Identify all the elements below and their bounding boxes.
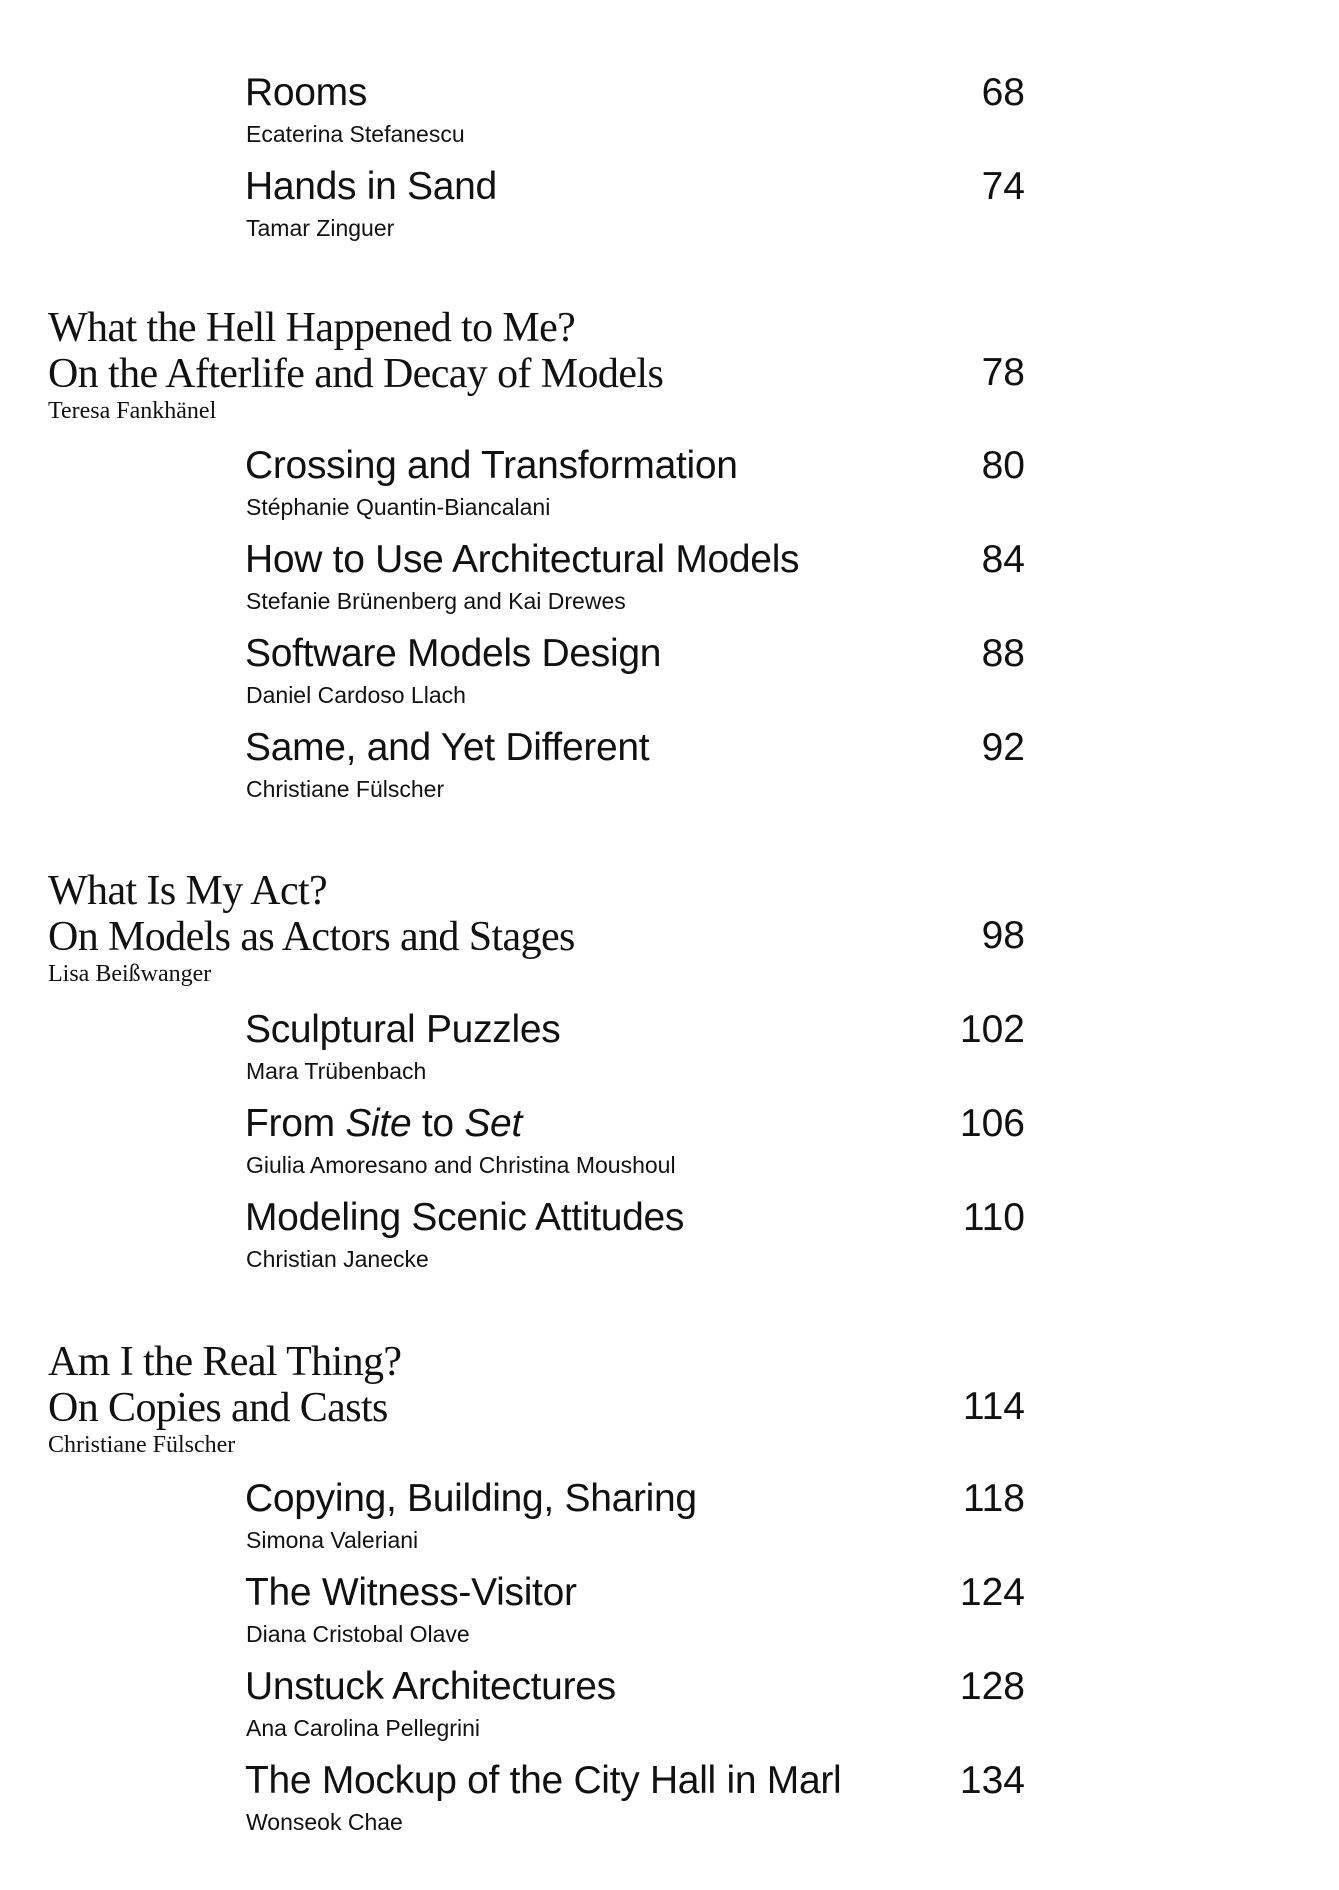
entry-title-part: to <box>411 1102 465 1145</box>
entry-page-number: 134 <box>959 1759 1025 1802</box>
entry-title-italic-set: Set <box>464 1102 522 1145</box>
entry-author: Stéphanie Quantin-Biancalani <box>246 494 551 520</box>
entry-page-number: 118 <box>962 1477 1025 1520</box>
entry-title-part: From <box>245 1102 346 1145</box>
entry-page-number: 106 <box>959 1102 1025 1145</box>
section-author: Lisa Beißwanger <box>48 961 212 987</box>
entry-author: Simona Valeriani <box>246 1527 419 1553</box>
entry-author: Stefanie Brünenberg and Kai Drewes <box>246 588 626 614</box>
entry-author: Daniel Cardoso Llach <box>246 682 466 708</box>
section-title-line-1: What Is My Act? <box>48 868 328 914</box>
entry-page-number: 74 <box>981 165 1025 208</box>
entry-page-number: 128 <box>959 1665 1025 1708</box>
entry-page-number: 88 <box>981 632 1025 675</box>
section-title-line-2: On Models as Actors and Stages <box>48 914 575 960</box>
entry-author: Ana Carolina Pellegrini <box>246 1715 480 1741</box>
entry-title: How to Use Architectural Models <box>245 538 800 581</box>
entry-page-number: 68 <box>981 71 1025 114</box>
entry-page-number: 124 <box>959 1571 1025 1614</box>
section-author: Christiane Fülscher <box>48 1432 236 1458</box>
entry-title: Crossing and Transformation <box>245 444 738 487</box>
entry-title: Copying, Building, Sharing <box>245 1477 697 1520</box>
entry-author: Christian Janecke <box>246 1246 429 1272</box>
entry-title: Unstuck Architectures <box>245 1665 616 1708</box>
entry-page-number: 102 <box>959 1008 1025 1051</box>
entry-title: Same, and Yet Different <box>245 726 650 769</box>
section-title <box>48 305 663 397</box>
entry-page-number: 110 <box>962 1196 1025 1239</box>
entry-title: Hands in Sand <box>245 165 497 208</box>
entry-page-number: 92 <box>981 726 1025 769</box>
entry-author: Christiane Fülscher <box>246 776 445 802</box>
section-title-line-2: On the Afterlife and Decay of Models <box>48 351 664 397</box>
entry-title: Rooms <box>245 71 368 114</box>
section-title <box>48 1339 401 1431</box>
entry-title: The Witness-Visitor <box>245 1571 577 1614</box>
entry-page-number: 80 <box>981 444 1025 487</box>
entry-title: The Mockup of the City Hall in Marl <box>245 1759 842 1802</box>
entry-author: Diana Cristobal Olave <box>246 1621 470 1647</box>
entry-author: Mara Trübenbach <box>246 1058 427 1084</box>
entry-page-number: 84 <box>981 538 1025 581</box>
entry-title: Software Models Design <box>245 632 662 675</box>
entry-title: Modeling Scenic Attitudes <box>245 1196 685 1239</box>
section-author: Teresa Fankhänel <box>48 398 217 424</box>
section-page-number: 114 <box>962 1385 1025 1428</box>
section-title-line-1: Am I the Real Thing? <box>48 1339 402 1385</box>
entry-author: Giulia Amoresano and Christina Moushoul <box>246 1152 676 1178</box>
section-page-number: 98 <box>981 914 1025 957</box>
section-title-line-1: What the Hell Happened to Me? <box>48 305 576 351</box>
entry-author: Ecaterina Stefanescu <box>246 121 465 147</box>
entry-title <box>245 1102 522 1146</box>
section-title <box>48 868 575 960</box>
section-page-number: 78 <box>981 351 1025 394</box>
section-title-line-2: On Copies and Casts <box>48 1385 388 1431</box>
entry-author: Tamar Zinguer <box>246 215 395 241</box>
entry-title: Sculptural Puzzles <box>245 1008 561 1051</box>
entry-title-italic-site: Site <box>345 1102 412 1145</box>
entry-author: Wonseok Chae <box>246 1809 403 1835</box>
